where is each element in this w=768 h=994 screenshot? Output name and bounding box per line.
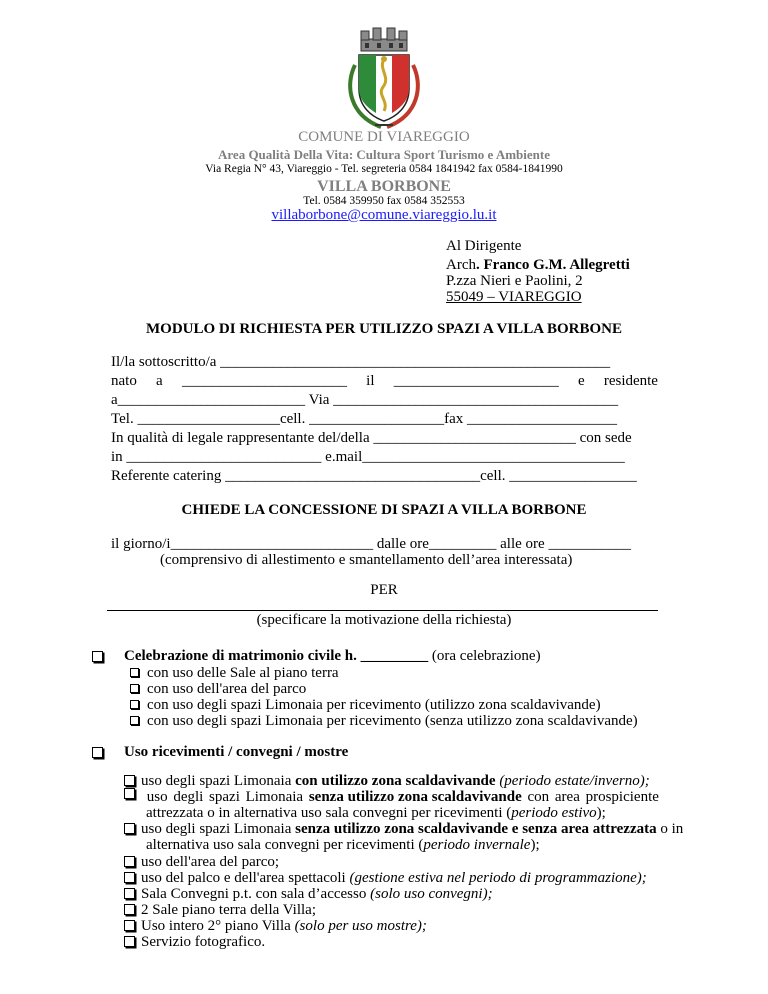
option-word: con [527, 789, 550, 805]
option-text: Servizio fotografico. [141, 934, 266, 950]
option-italic: (periodo estate/inverno); [495, 773, 650, 789]
blank-ora[interactable]: _________ [360, 648, 429, 664]
date-note: (comprensivo di allestimento e smantellamento dell’area interessata) [160, 552, 573, 568]
option-text: ); [530, 837, 540, 853]
field-residenza-via[interactable]: a_________________________ Via ______________________________________ [111, 392, 619, 408]
blank-luogo-nascita[interactable]: ______________________ [181, 373, 347, 389]
checkbox-icon[interactable] [124, 872, 135, 883]
field-sede-email[interactable]: in __________________________ e.mail___________________________________ [111, 449, 625, 465]
option-text: uso del palco e dell'area spettacoli [141, 870, 350, 886]
recipient-line4: 55049 – VIAREGGIO [446, 289, 582, 305]
option-bold: con utilizzo zona scaldavivande [295, 773, 496, 789]
area-name: Area Qualità Della Vita: Cultura Sport Turismo e Ambiente [218, 147, 550, 162]
checkbox-icon[interactable] [124, 788, 135, 799]
villa-name: VILLA BORBONE [317, 178, 451, 195]
header-address: Via Regia N° 43, Viareggio - Tel. segreteria 0584 1841942 fax 0584-1841990 [205, 163, 563, 175]
text-residente: residente [603, 373, 658, 389]
option-text: 2 Sale piano terra della Villa; [141, 902, 317, 918]
crown-icon [361, 28, 407, 51]
text-il: il [366, 373, 375, 389]
option-italic: (gestione estiva nel periodo di programmazione); [349, 870, 647, 886]
option-word: area [554, 789, 580, 805]
option-label: con uso dell'area del parco [147, 681, 307, 697]
checkbox-icon[interactable] [124, 920, 135, 931]
chiede-heading: CHIEDE LA CONCESSIONE DI SPAZI A VILLA BORBONE [181, 502, 587, 518]
option-text: Uso intero 2° piano Villa [141, 918, 295, 934]
option-word: prospiciente [585, 789, 659, 805]
ricevimenti-title: Uso ricevimenti / convegni / mostre [124, 744, 349, 760]
option-text: uso degli spazi Limonaia [141, 821, 296, 837]
option-bold: senza utilizzo zona scaldavivande e senza area attrezzata [295, 821, 657, 837]
option-text: alternativa uso sala convegni per ricevimenti ( [146, 837, 424, 853]
checkbox-ricevimenti[interactable] [92, 744, 109, 763]
option-italic: periodo estivo [511, 805, 597, 821]
option-word: spazi [209, 789, 240, 805]
ora-note: (ora celebrazione) [428, 648, 541, 664]
email-link-wrap [0, 206, 768, 225]
option-word: Limonaia [245, 789, 304, 805]
field-nato-residente[interactable] [111, 372, 658, 391]
field-sottoscritto[interactable]: Il/la sottoscritto/a ____________________________________________________ [111, 354, 611, 370]
recipient-line1: Al Dirigente [446, 238, 522, 254]
villa-phone: Tel. 0584 359950 fax 0584 352553 [303, 195, 465, 207]
option-italic: (solo per uso mostre); [294, 918, 427, 934]
option-word: degli [173, 789, 204, 805]
option-word: uso [146, 789, 168, 805]
checkbox-icon[interactable] [124, 856, 135, 867]
option-italic: (solo uso convegni); [370, 886, 493, 902]
option-label: con uso delle Sale al piano terra [147, 665, 339, 681]
field-legale-rappresentante[interactable]: In qualità di legale rappresentante del/della ___________________________ con sede [111, 430, 632, 446]
motivation-note: (specificare la motivazione della richiesta) [256, 612, 512, 628]
matrimonio-option-4[interactable] [130, 712, 638, 731]
checkbox-icon[interactable] [130, 668, 139, 677]
checkbox-matrimonio[interactable] [92, 648, 109, 667]
field-date-times[interactable]: il giorno/i___________________________ dalle ore_________ alle ore ___________ [111, 536, 631, 552]
text-nato: nato [111, 373, 137, 389]
option-text: uso degli spazi Limonaia [141, 773, 296, 789]
recipient-line3: P.zza Nieri e Paolini, 2 [446, 273, 583, 289]
email-link[interactable]: villaborbone@comune.viareggio.lu.it [271, 207, 497, 223]
checkbox-icon[interactable] [124, 936, 135, 947]
option-label: con uso degli spazi Limonaia per ricevimento (utilizzo zona scaldavivande) [147, 697, 601, 713]
text-a: a [156, 373, 163, 389]
option-text: ); [596, 805, 606, 821]
text-e: e [577, 373, 585, 389]
ricevimenti-option-9[interactable] [124, 933, 265, 952]
option-label: con uso degli spazi Limonaia per ricevimento (senza utilizzo zona scaldavivande) [147, 713, 638, 729]
option-text: Sala Convegni p.t. con sala d’accesso [141, 886, 371, 902]
per-label: PER [370, 582, 398, 598]
comune-name: COMUNE DI VIAREGGIO [298, 129, 470, 145]
option-text: attrezzata o in alternativa uso sala convegni per ricevimenti ( [146, 805, 512, 821]
checkbox-icon[interactable] [130, 716, 139, 725]
checkbox-icon[interactable] [124, 823, 135, 834]
option-text: uso dell'area del parco; [141, 854, 280, 870]
recipient-title: Arch [446, 257, 476, 273]
checkbox-icon[interactable] [130, 684, 139, 693]
checkbox-icon[interactable] [124, 775, 135, 786]
field-tel-cell-fax[interactable]: Tel. ___________________cell. __________________fax ____________________ [111, 411, 617, 427]
matrimonio-label: Celebrazione di matrimonio civile h. [124, 648, 361, 664]
field-referente-catering[interactable]: Referente catering __________________________________cell. _________________ [111, 468, 637, 484]
checkbox-icon[interactable] [124, 888, 135, 899]
form-title: MODULO DI RICHIESTA PER UTILIZZO SPAZI A VILLA BORBONE [146, 321, 622, 337]
checkbox-icon[interactable] [124, 904, 135, 915]
blank-data-nascita[interactable]: ______________________ [393, 373, 559, 389]
checkbox-icon[interactable] [130, 700, 139, 709]
coat-of-arms-logo [341, 25, 427, 131]
option-text: o in [656, 821, 684, 837]
recipient-name: . Franco G.M. Allegretti [476, 257, 630, 273]
option-italic: periodo invernale [423, 837, 531, 853]
option-bold: senza utilizzo zona scaldavivande [308, 789, 522, 805]
